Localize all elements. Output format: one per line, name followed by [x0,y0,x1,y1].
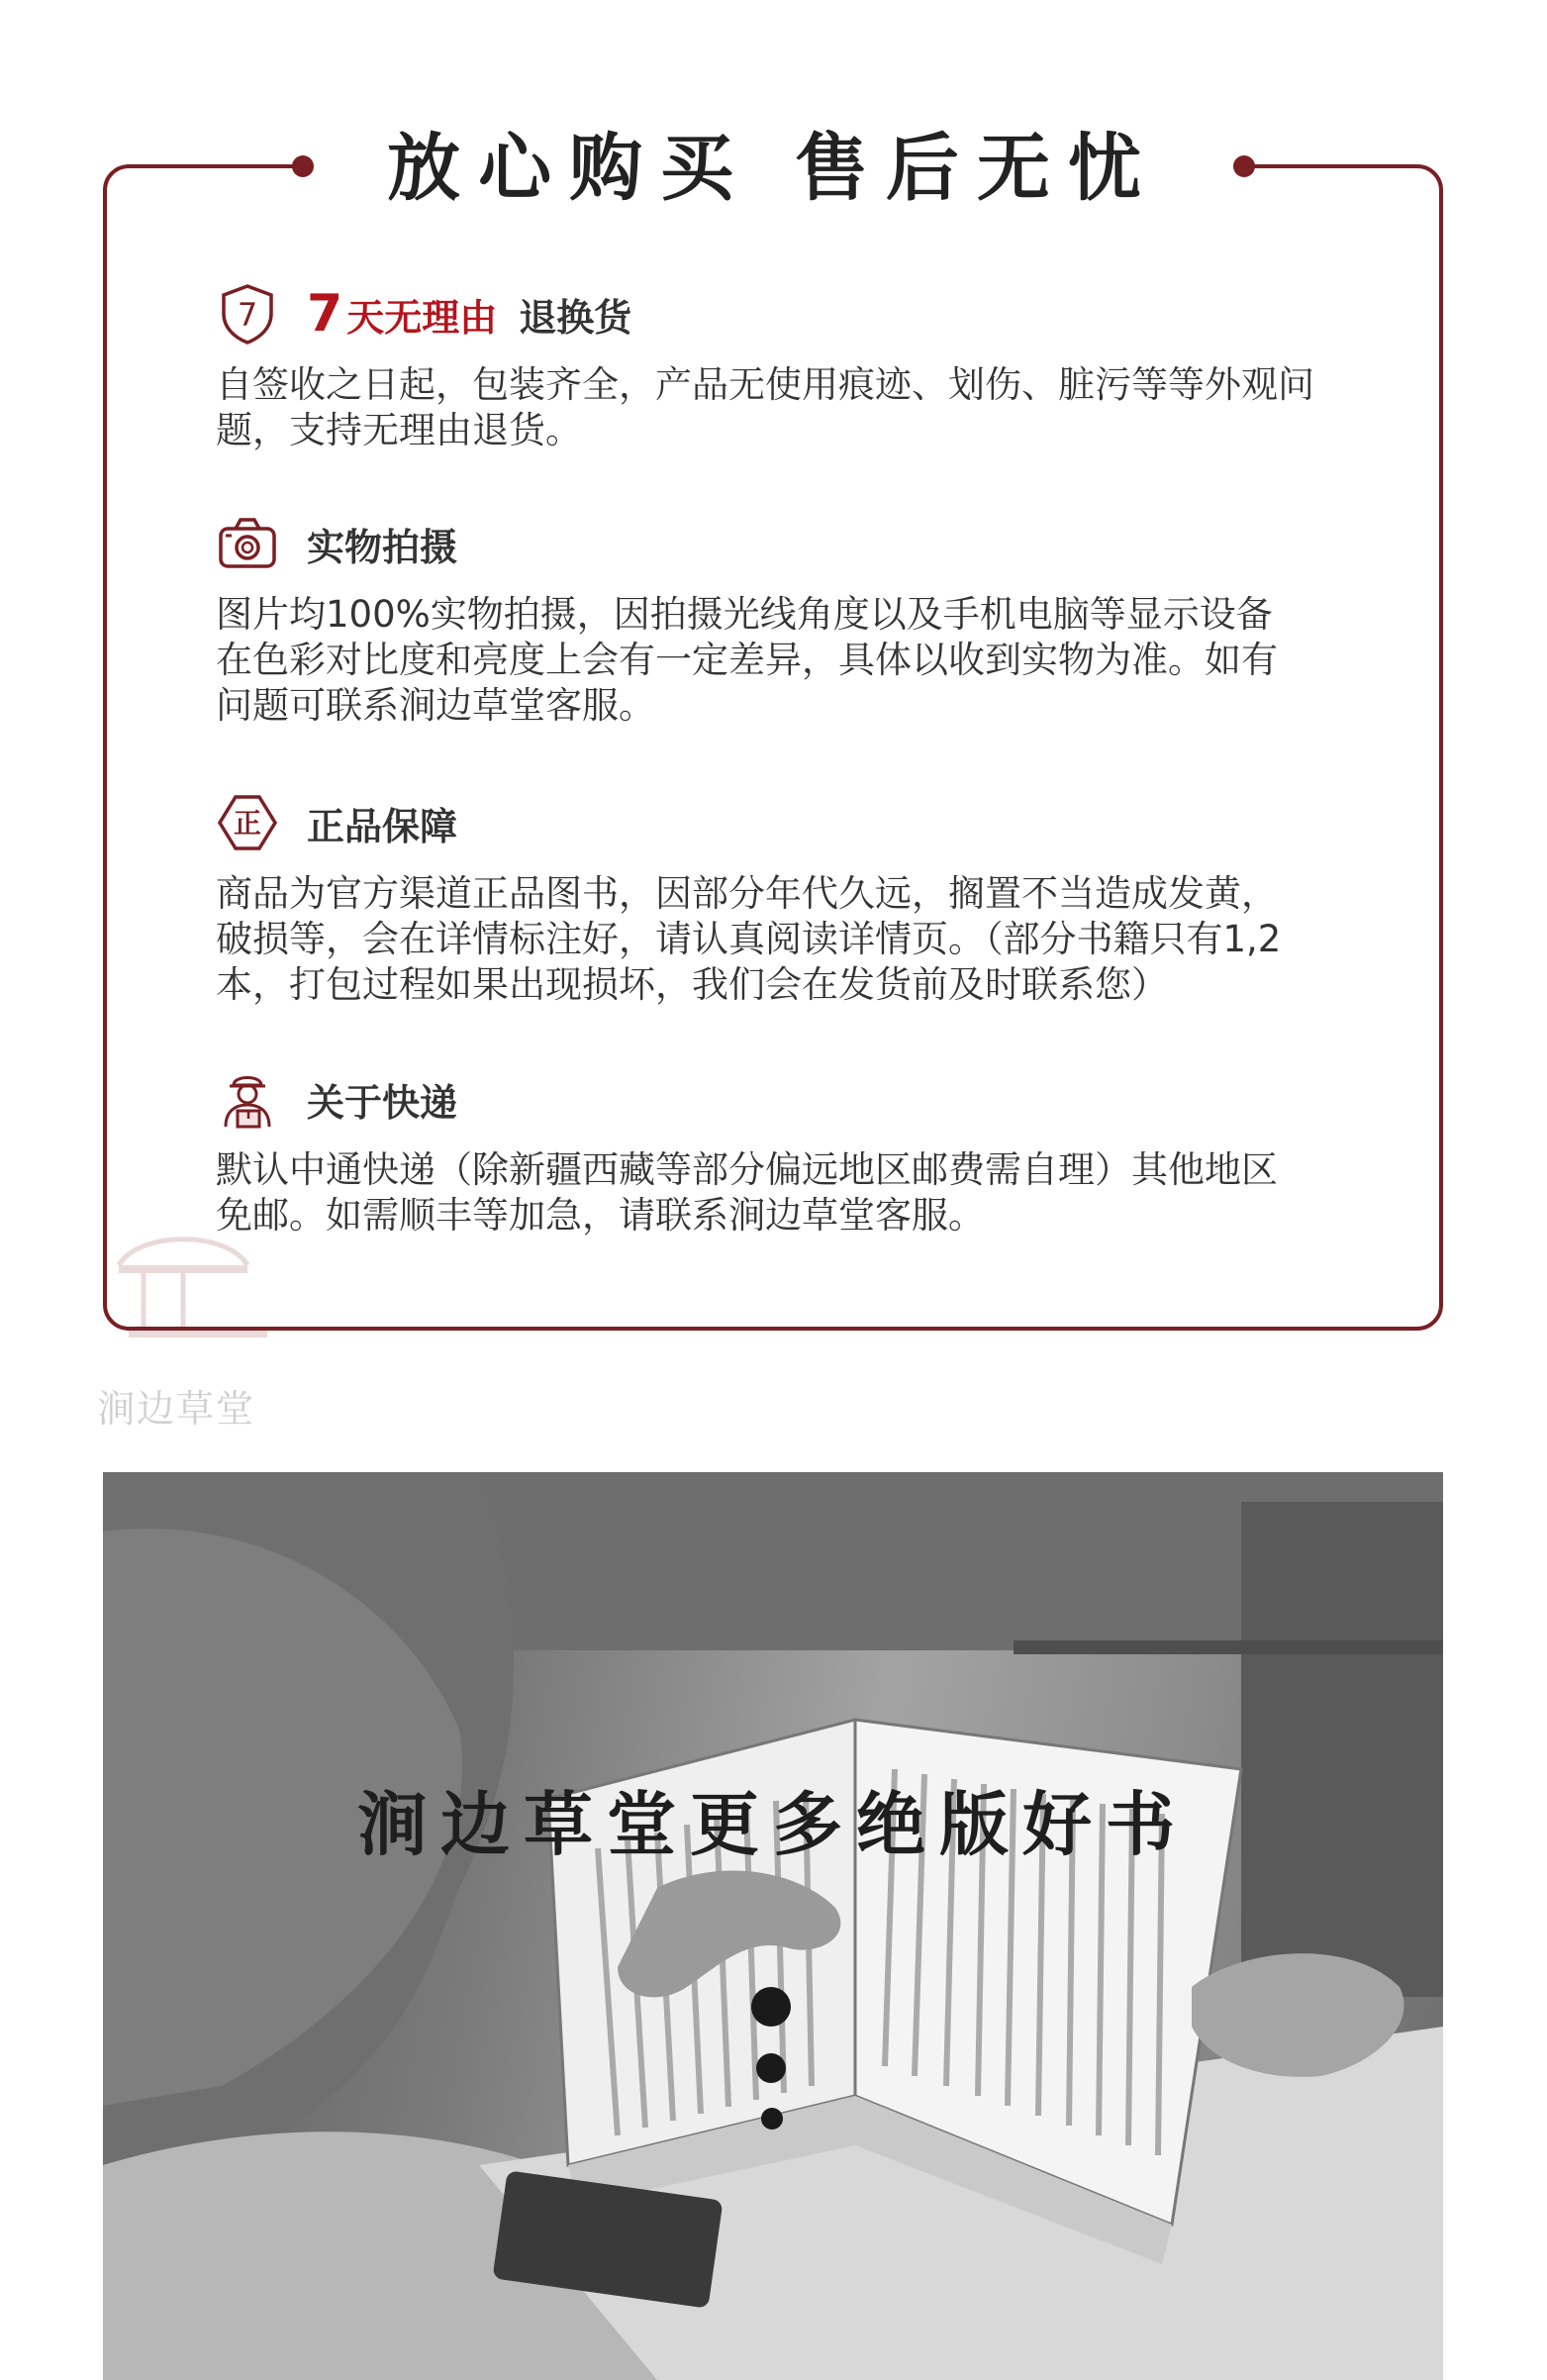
section-return-policy [216,279,1344,453]
watermark-text: 涧边草堂 [97,1387,256,1431]
camera-icon [216,512,279,575]
section-body: 图片均100%实物拍摄，因拍摄光线角度以及手机电脑等显示设备 在色彩对比度和亮度上会有一定差异，具体以收到实物为准。如有 问题可联系涧边草堂客服。 [216,593,1278,727]
section-title: 实物拍摄 [307,525,458,569]
title-left-dot [292,155,314,177]
title-number: 7 [307,284,343,344]
shield-7-icon [216,282,279,346]
courier-icon [216,1067,279,1131]
section-header [216,1064,1344,1134]
title-rest: 退换货 [519,296,632,340]
title-right-dot [1233,155,1255,177]
banner-dot-3 [761,2108,783,2130]
section-body: 默认中通快递（除新疆西藏等部分偏远地区邮费需自理）其他地区 免邮。如需顺丰等加急，请联系涧边草堂客服。 [216,1148,1278,1237]
section-shipping [216,1064,1344,1239]
section-title: 正品保障 [307,804,458,848]
reading-photo-illustration [103,1472,1443,2380]
watermark-logo [99,1226,267,1354]
book-photo-banner [103,1472,1443,2380]
seal-text: 正 [233,807,262,840]
svg-text:7: 7 [237,296,258,334]
banner-dot-1 [751,1987,791,2027]
section-header [216,788,1344,857]
section-header [216,279,1344,348]
banner-title: 涧边草堂更多绝版好书 [357,1784,1189,1865]
section-title: 关于快递 [307,1080,458,1125]
section-title [307,284,631,344]
section-genuine-guarantee [216,788,1344,1008]
page-title: 放心购买 售后无忧 [387,126,1159,211]
banner-dot-2 [756,2053,786,2083]
section-real-photos [216,509,1344,729]
section-header [216,509,1344,578]
title-highlight: 天无理由 [346,296,498,340]
genuine-seal-icon [216,791,279,854]
section-body: 自签收之日起，包装齐全，产品无使用痕迹、划伤、脏污等等外观问 题，支持无理由退货。 [216,363,1314,451]
section-body: 商品为官方渠道正品图书，因部分年代久远，搁置不当造成发黄， 破损等，会在详情标注好，请认真阅读详情页。（部分书籍只有1,2 本，打包过程如果出现损坏，我们会在发货前及时联系您） [216,872,1282,1006]
